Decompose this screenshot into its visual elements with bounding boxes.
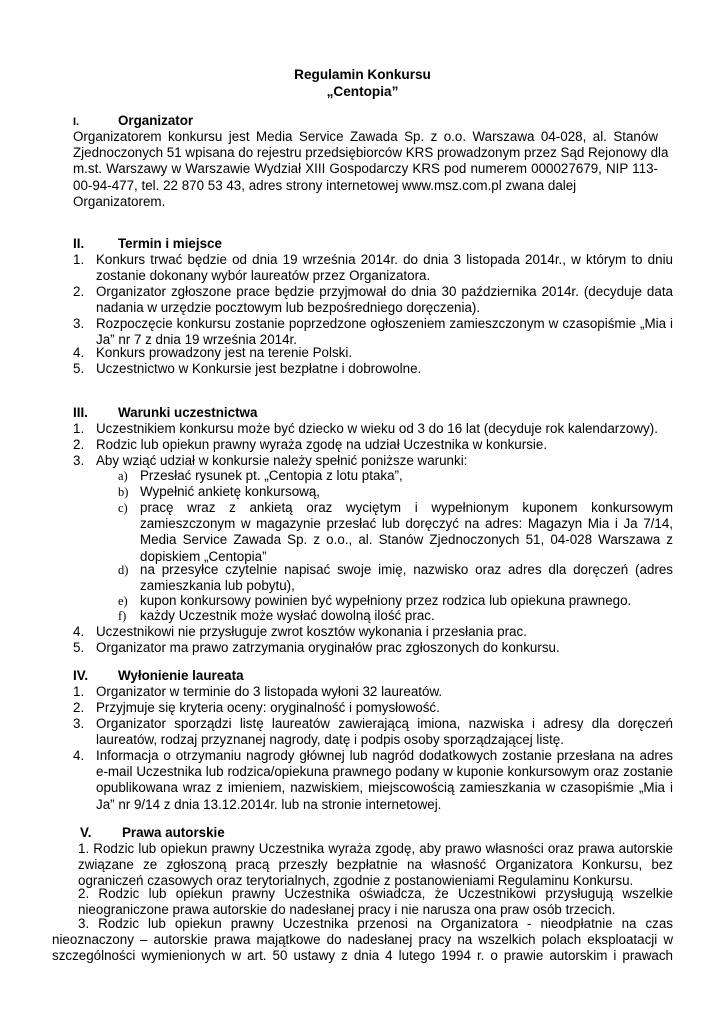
- text-line: Organizatorem konkursu jest Media Service Zawada Sp. z o.o. Warszawa 04-028, al. Stanów: [73, 129, 658, 144]
- text-line: Uczestnikowi nie przysługuje zwrot kosztów wykonania i przesłania prac.: [96, 624, 527, 639]
- section-4-title: Wyłonienie laureata: [118, 668, 244, 683]
- text-line: nadania w urzędzie pocztowym lub bezpośredniego doręczenia).: [96, 300, 481, 316]
- text-line: Informacja o otrzymaniu nagrody głównej lub nagród dodatkowych zostanie przesłana na adres: [96, 748, 673, 763]
- text-line: Ja” nr 7 z dnia 19 września 2014r.: [96, 332, 297, 348]
- text-line: Organizator sporządzi listę laureatów zawierającą imiona, nazwiska i adresy dla doręczeń: [96, 716, 673, 731]
- sub-list-item: [118, 608, 435, 624]
- list-item: [73, 361, 421, 377]
- list-item: [73, 252, 673, 284]
- list-item: [73, 624, 527, 640]
- item-number: 2.: [73, 284, 85, 299]
- text-line: Przesłać rysunek pt. „Centopia z lotu ptaka”,: [140, 468, 403, 483]
- text-line: Rodzic lub opiekun prawny wyraża zgodę na udział Uczestnika w konkursie.: [96, 437, 548, 452]
- item-number: 3.: [73, 453, 85, 468]
- section-1-number: I.: [73, 116, 80, 128]
- text-line: Uczestnictwo w Konkursie jest bezpłatne i dobrowolne.: [96, 361, 422, 376]
- text-line: pracę wraz z ankietą oraz wyciętym i wypełnionym kuponem konkursowym: [140, 500, 673, 515]
- text-line: Konkurs prowadzony jest na terenie Polski.: [96, 345, 353, 360]
- list-item: [73, 345, 352, 361]
- text-line: dopiskiem „Centopia”: [140, 548, 267, 564]
- text-line: Wypełnić ankietę konkursową,: [140, 484, 320, 499]
- document-subtitle: „Centopia”: [326, 84, 399, 99]
- sub-item-letter: e): [118, 594, 128, 608]
- list-item: [73, 437, 547, 453]
- text-line: nieoznaczony – autorskie prawa majątkowe do nadesłanej pracy na wszelkich polach eksploatacji w: [52, 932, 673, 948]
- item-number: 4.: [73, 748, 85, 763]
- list-item: [73, 640, 560, 656]
- section-3-title: Warunki uczestnictwa: [118, 405, 258, 420]
- text-line: 00-94-477, tel. 22 870 53 43, adres strony internetowej www.msz.com.pl zwana dalej: [73, 177, 577, 193]
- section-5-paragraph-1: [78, 841, 673, 890]
- item-number: 4.: [73, 624, 85, 639]
- section-5-number: V.: [80, 825, 92, 840]
- sub-item-letter: d): [118, 563, 129, 577]
- section-5-paragraph-2: [78, 886, 673, 918]
- list-item: [73, 421, 658, 437]
- sub-list-item: [118, 500, 673, 565]
- text-line: Przyjmuje się kryteria oceny: oryginalność i pomysłowość.: [96, 700, 440, 715]
- text-line: Organizator zgłoszone prace będzie przyjmował do dnia 30 października 2014r. (decyduje data: [96, 284, 673, 299]
- text-line: 1. Rodzic lub opiekun prawny Uczestnika wyraża zgodę, aby prawo własności oraz prawa autorskie: [78, 841, 673, 856]
- text-line: laureatów, rodzaj przyznanej nagrody, datę i podpis osoby sporządzającej listę.: [96, 732, 564, 748]
- sub-list-item: [118, 562, 673, 594]
- sub-list-item: [118, 593, 631, 609]
- list-item: [73, 716, 673, 748]
- item-number: 1.: [73, 252, 85, 267]
- text-line: nieograniczone prawa autorskie do nadesłanej pracy i nie narusza ona praw osób trzecich.: [78, 902, 616, 918]
- text-line: zamieszczonym w magazynie przesłać lub doręczyć na adres: Magazyn Mia i Ja 7/14,: [140, 516, 673, 532]
- list-item: [73, 700, 440, 716]
- item-number: 1.: [73, 684, 85, 699]
- list-item: [73, 316, 673, 348]
- text-line: szczególności wymienionych w art. 50 ustawy z dnia 4 lutego 1994 r. o prawie autorskim i prawach: [52, 948, 673, 964]
- text-line: e-mail Uczestnika lub rodzica/opiekuna prawnego podany w kuponie konkursowym oraz zostanie: [96, 764, 673, 780]
- section-1-body: [73, 129, 669, 210]
- item-number: 3.: [73, 316, 85, 331]
- text-line: Ja” nr 9/14 z dnia 13.12.2014r. lub na stronie internetowej.: [96, 796, 442, 812]
- text-line: Organizator ma prawo zatrzymania oryginałów prac zgłoszonych do konkursu.: [96, 640, 560, 655]
- text-line: 3. Rodzic lub opiekun prawny Uczestnika przenosi na Organizatora - nieodpłatnie na czas: [78, 916, 673, 931]
- list-item: [73, 684, 442, 700]
- text-line: Organizator w terminie do 3 listopada wyłoni 32 laureatów.: [96, 684, 443, 699]
- sub-item-letter: f): [118, 609, 127, 623]
- item-number: 4.: [73, 345, 85, 360]
- section-2-title: Termin i miejsce: [118, 236, 222, 251]
- text-line: Rozpoczęcie konkursu zostanie poprzedzone ogłoszeniem zamieszczonym w czasopiśmie „Mia i: [96, 316, 673, 331]
- list-item: [73, 748, 673, 813]
- text-line: 2. Rodzic lub opiekun prawny Uczestnika oświadcza, że Uczestnikowi przysługują wszelkie: [78, 886, 673, 901]
- text-line: Aby wziąć udział w konkursie należy spełnić poniższe warunki:: [96, 453, 468, 468]
- sub-item-letter: c): [118, 501, 128, 515]
- text-line: związane ze zgłoszoną pracą przeszły bezpłatnie na własność Organizatora Konkursu, bez: [78, 857, 673, 873]
- list-item: [73, 453, 467, 469]
- document-title: Regulamin Konkursu: [294, 67, 431, 82]
- section-1-title: Organizator: [118, 113, 194, 128]
- sub-item-letter: b): [118, 485, 129, 499]
- sub-list-item: [118, 468, 403, 484]
- sub-item-letter: a): [118, 469, 128, 483]
- text-line: Organizatorem.: [73, 193, 166, 209]
- section-4-number: IV.: [73, 668, 89, 683]
- item-number: 5.: [73, 640, 85, 655]
- text-line: Media Service Zawada Sp. z o.o., al. Stanów Zjednoczonych 51, 04-028 Warszawa z: [140, 532, 673, 548]
- item-number: 1.: [73, 421, 85, 436]
- text-line: kupon konkursowy powinien być wypełniony przez rodzica lub opiekuna prawnego.: [140, 593, 632, 608]
- item-number: 2.: [73, 700, 85, 715]
- section-5-paragraph-3: [52, 916, 673, 965]
- text-line: m.st. Warszawy w Warszawie Wydział XIII Gospodarczy KRS pod numerem 000027679, NIP 113-: [73, 161, 658, 177]
- section-2-number: II.: [73, 236, 85, 251]
- item-number: 2.: [73, 437, 85, 452]
- text-line: zostanie dokonany wybór laureatów przez Organizatora.: [96, 268, 431, 284]
- text-line: każdy Uczestnik może wysłać dowolną ilość prac.: [140, 608, 435, 623]
- text-line: na przesyłce czytelnie napisać swoje imię, nazwisko oraz adres dla doręczeń (adres: [140, 562, 673, 577]
- section-5-title: Prawa autorskie: [122, 825, 225, 840]
- text-line: ograniczeń czasowych oraz terytorialnych, zgodnie z postanowieniami Regulaminu Konkursu.: [78, 873, 634, 889]
- text-line: Konkurs trwać będzie od dnia 19 września 2014r. do dnia 3 listopada 2014r., w którym to dniu: [96, 252, 673, 267]
- text-line: Zjednoczonych 51 wpisana do rejestru przedsiębiorców KRS prowadzonym przez Sąd Rejonowy dla: [73, 145, 669, 161]
- list-item: [73, 284, 673, 316]
- text-line: Uczestnikiem konkursu może być dziecko w wieku od 3 do 16 lat (decyduje rok kalendarzowy).: [96, 421, 658, 436]
- sub-list-item: [118, 484, 320, 500]
- text-line: opublikowana wraz z imieniem, nazwiskiem, miejscowością zamieszkania w czasopiśmie „Mia i: [96, 780, 673, 796]
- text-line: zamieszkania lub pobytu),: [140, 578, 295, 594]
- section-3-number: III.: [73, 405, 88, 420]
- item-number: 5.: [73, 361, 85, 376]
- item-number: 3.: [73, 716, 85, 731]
